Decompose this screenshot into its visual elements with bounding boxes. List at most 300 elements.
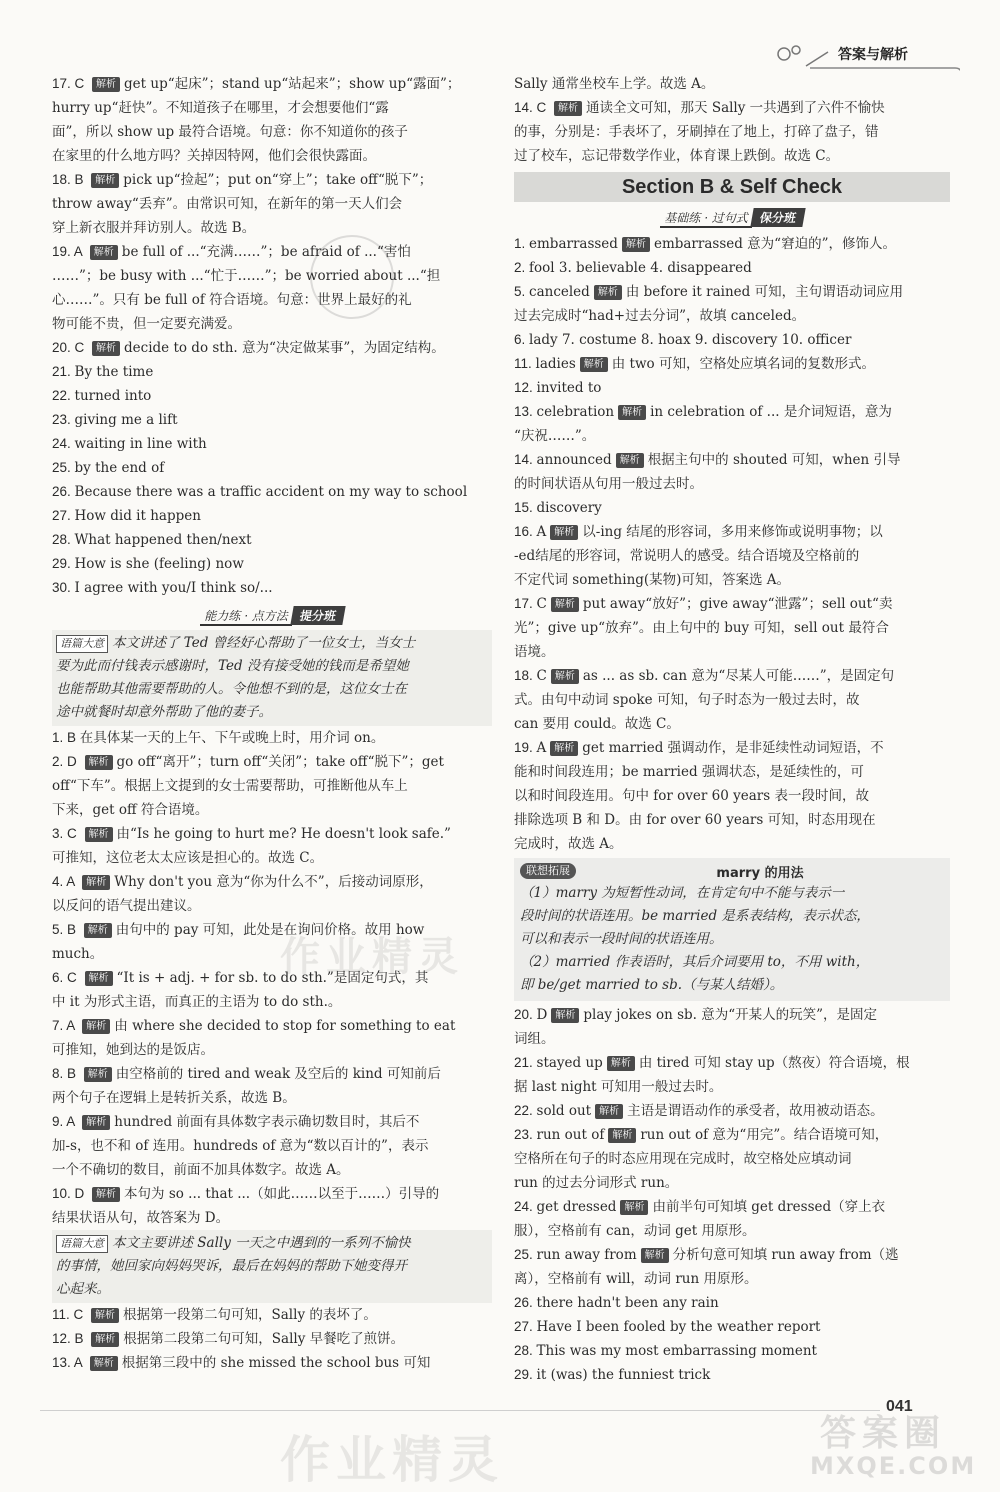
answer-text: Why don't you 意为“你为什么不”，后接动词原形，	[114, 874, 433, 890]
analysis-tag: 解析	[580, 357, 608, 372]
answer-line	[52, 822, 492, 846]
analysis-tag: 解析	[91, 1332, 119, 1347]
answer-line	[514, 1051, 950, 1075]
analysis-tag: 解析	[92, 77, 120, 92]
answer-value: This was my most embarrassing moment	[536, 1343, 817, 1359]
answer-line	[52, 1134, 492, 1158]
answer-line	[514, 304, 950, 328]
answer-line	[514, 144, 950, 168]
answer-text: Sally 通常坐校车上学。故选 A。	[514, 76, 715, 92]
watermark-center: 作业精灵	[280, 934, 464, 980]
answer-text: 以和时间段连用。句中 for over 60 years 表一段时间，故	[514, 788, 869, 804]
answer-text: 语境。	[514, 644, 555, 660]
answer-text: 一个不确切的数目，前面不加具体数字。故选 A。	[52, 1162, 350, 1178]
answer-line	[514, 1003, 950, 1027]
answer-line	[52, 1182, 492, 1206]
answer-number: 20.	[514, 1007, 537, 1022]
analysis-tag: 解析	[91, 173, 119, 188]
answer-text: 通读全文可知，那天 Sally 一共遇到了六件不愉快	[586, 100, 885, 116]
answer-block	[52, 1303, 492, 1375]
answer-value: stayed up	[536, 1055, 603, 1071]
answer-text: decide to do sth. 意为“决定做某事”，为固定结构。	[124, 340, 445, 356]
answer-value: D	[536, 1007, 548, 1023]
answer-number: 18. B	[52, 172, 88, 187]
answer-text: How is she (feeling) now	[74, 556, 244, 572]
answer-text: 词组。	[514, 1031, 555, 1047]
answer-line	[52, 288, 492, 312]
answer-line	[52, 1014, 492, 1038]
answer-line	[52, 870, 492, 894]
summary-text: 途中就餐时却意外帮助了他的妻子。	[56, 704, 272, 720]
analysis-tag: 解析	[622, 237, 650, 252]
summary-text: 也能帮助其他需要帮助的人。令他想不到的是，这位女士在	[56, 681, 407, 697]
answer-number: 27.	[514, 1319, 537, 1334]
answer-line	[52, 798, 492, 822]
answer-line	[514, 1171, 950, 1195]
answer-text: -ed结尾的形容词，常说明人的感受。结合语境及空格前的	[514, 548, 860, 564]
answer-line	[514, 832, 950, 856]
summary-line	[56, 1255, 488, 1278]
summary-line	[56, 1278, 488, 1301]
analysis-tag: 解析	[82, 1019, 110, 1034]
banner-right: 提分班	[290, 606, 345, 625]
answer-value: celebration	[536, 404, 615, 420]
answer-text: 本句为 so ... that ...（如此……以至于……）引导的	[124, 1186, 440, 1202]
answer-text: play jokes on sb. 意为“开某人的玩笑”，是固定	[583, 1007, 878, 1023]
section-title: Section B & Self Check	[514, 172, 950, 202]
answer-text: embarrassed 意为“窘迫的”，修饰人。	[653, 236, 896, 252]
answer-text: 根据主句中的 shouted 可知，when 引导	[647, 452, 901, 468]
answer-text: 穿上新衣服并拜访别人。故选 B。	[52, 220, 256, 236]
answer-text: 服），空格前有 can，动词 get 用原形。	[514, 1223, 756, 1239]
answer-text: put away“放好”；give away“泄露”；sell out“卖	[582, 596, 893, 612]
answer-number: 19.	[514, 740, 537, 755]
extension-box	[514, 858, 950, 1001]
analysis-tag: 解析	[85, 827, 113, 842]
answer-text: 由 before it rained 可知，主句谓语动词应用	[625, 284, 904, 300]
answer-text: 能和时间段连用；be married 强调状态，是延续性的，可	[514, 764, 864, 780]
answer-line	[514, 496, 950, 520]
summary-text: 的事情，她回家向妈妈哭诉，最后在妈妈的帮助下她变得开	[56, 1258, 407, 1274]
answer-line	[514, 664, 950, 688]
answer-number: 14.	[514, 452, 537, 467]
answer-line	[52, 480, 492, 504]
answer-line	[514, 592, 950, 616]
answer-line	[514, 1363, 950, 1387]
analysis-tag: 解析	[91, 1308, 119, 1323]
answer-number: 16.	[514, 524, 537, 539]
answer-line	[514, 1147, 950, 1171]
answer-line	[514, 640, 950, 664]
answer-text: hundred 前面有具体数字表示确切数目时，其后不	[114, 1114, 420, 1130]
answer-value: it (was) the funniest trick	[536, 1367, 711, 1383]
answer-text: By the time	[74, 364, 154, 380]
answer-line	[514, 256, 950, 280]
answer-line	[514, 760, 950, 784]
answer-text: hurry up“赶快”。不知道孩子在哪里，才会想要他们“露	[52, 100, 389, 116]
answer-line	[514, 736, 950, 760]
summary-box	[52, 630, 492, 726]
answer-line	[52, 504, 492, 528]
answer-text: throw away“丢弃”。由常识可知，在新年的第一天人们会	[52, 196, 403, 212]
answer-line	[52, 216, 492, 240]
analysis-tag: 解析	[550, 525, 578, 540]
answer-text: off“下车”。根据上文提到的女士需要帮助，可推断他从车上	[52, 778, 408, 794]
summary-label: 语篇大意	[56, 635, 108, 653]
extension-tag: 联想拓展	[520, 863, 576, 879]
answer-line	[52, 1110, 492, 1134]
extension-line: （2）married 作表语时，其后介词要用 to，不用 with，	[520, 954, 870, 970]
footer-rule	[40, 1410, 880, 1411]
answer-text: in celebration of ... 是介词短语，意为	[650, 404, 892, 420]
answer-line	[52, 942, 492, 966]
extension-line: （1）marry 为短暂性动词，在肯定句中不能与表示一	[520, 885, 845, 901]
answer-line	[514, 1291, 950, 1315]
answer-number: 5.	[514, 284, 530, 299]
analysis-tag: 解析	[92, 1187, 120, 1202]
answer-number: 10. D	[52, 1186, 89, 1201]
answer-number: 1.	[514, 236, 530, 251]
answer-text: 根据第二段第二句可知，Sally 早餐吃了煎饼。	[123, 1331, 405, 1347]
answer-number: 27.	[52, 508, 75, 523]
answer-value: A	[536, 524, 547, 540]
analysis-tag: 解析	[551, 1008, 579, 1023]
page-number: 041	[886, 1398, 913, 1415]
answer-line	[52, 576, 492, 600]
extension-title: marry 的用法	[716, 865, 804, 881]
summary-text: 本文主要讲述 Sally 一天之中遇到的一系列不愉快	[112, 1235, 411, 1251]
answer-text: “庆祝……”。	[514, 428, 596, 444]
answer-number: 21.	[52, 364, 75, 379]
right-column	[514, 72, 950, 1387]
summary-text	[56, 1232, 488, 1301]
answer-text: much。	[52, 946, 104, 962]
answer-block	[52, 726, 492, 1230]
answer-line	[514, 376, 950, 400]
answer-text: 根据第一段第二句可知，Sally 的表坏了。	[123, 1307, 377, 1323]
watermark-bottom: 作业精灵	[280, 1431, 504, 1489]
answer-line	[514, 1243, 950, 1267]
answer-block	[514, 72, 950, 168]
answer-number: 6. C	[52, 970, 81, 985]
answer-line	[514, 472, 950, 496]
answer-line	[52, 456, 492, 480]
answer-text: 主语是谓语动作的承受者，故用被动语态。	[627, 1103, 884, 1119]
answer-line	[52, 774, 492, 798]
analysis-tag: 解析	[82, 875, 110, 890]
answer-text: waiting in line with	[74, 436, 207, 452]
answer-line	[52, 990, 492, 1014]
answer-line	[514, 120, 950, 144]
answer-line	[52, 408, 492, 432]
answer-line	[52, 552, 492, 576]
answer-number: 11. C	[52, 1307, 88, 1322]
answer-text: What happened then/next	[74, 532, 252, 548]
answer-text: 由前半句可知填 get dressed（穿上衣	[652, 1199, 886, 1215]
answer-text: “It is + adj. + for sb. to do sth.”是固定句式，其	[116, 970, 429, 986]
answer-line	[52, 144, 492, 168]
answer-line	[52, 312, 492, 336]
answer-value: run out of	[536, 1127, 605, 1143]
answer-line	[514, 520, 950, 544]
answer-text: Because there was a traffic accident on my way to school	[74, 484, 468, 500]
analysis-tag: 解析	[620, 1200, 648, 1215]
answer-text: get up“起床”；stand up“站起来”；show up“露面”；	[124, 76, 461, 92]
answer-line	[514, 544, 950, 568]
answer-value: run away from	[536, 1247, 637, 1263]
analysis-tag: 解析	[90, 1356, 118, 1371]
answer-number: 7. A	[52, 1018, 79, 1033]
answer-number: 29.	[514, 1367, 537, 1382]
answer-value: C	[536, 668, 547, 684]
answer-value: invited to	[536, 380, 602, 396]
answer-number: 28.	[514, 1343, 537, 1358]
summary-text: 心起来。	[56, 1281, 110, 1297]
banner-left: 基础练 · 过句式	[660, 209, 751, 228]
answer-number: 24.	[52, 436, 75, 451]
banner-left: 能力练 · 点方法	[200, 607, 291, 626]
answer-number: 17.	[514, 596, 537, 611]
answer-line	[52, 1062, 492, 1086]
summary-text: 本文讲述了 Ted 曾经好心帮助了一位女士，当女士	[112, 635, 416, 651]
answer-number: 13. A	[52, 1355, 86, 1370]
answer-line	[514, 1027, 950, 1051]
answer-number: 23.	[52, 412, 75, 427]
answer-line	[514, 280, 950, 304]
answer-line	[514, 1123, 950, 1147]
answer-number: 22.	[52, 388, 75, 403]
analysis-tag: 解析	[594, 285, 622, 300]
summary-line	[56, 632, 488, 655]
answer-number: 23.	[514, 1127, 537, 1142]
answer-number: 20. C	[52, 340, 89, 355]
answer-line	[52, 918, 492, 942]
answer-text: 下来，get off 符合语境。	[52, 802, 209, 818]
answer-line	[52, 894, 492, 918]
answer-text: 据 last night 可知用一般过去时。	[514, 1079, 723, 1095]
extension-line: 段时间的状语连用。be married 是系表结构，表示状态，	[520, 908, 870, 924]
answer-line	[52, 1038, 492, 1062]
analysis-tag: 解析	[84, 1067, 112, 1082]
analysis-tag: 解析	[551, 669, 579, 684]
answer-line	[514, 1219, 950, 1243]
answer-text: 加-s，也不和 of 连用。hundreds of 意为“数以百计的”，表示	[52, 1138, 429, 1154]
answer-line	[52, 192, 492, 216]
answer-value: fool 3. believable 4. disappeared	[529, 260, 752, 276]
answer-line	[52, 846, 492, 870]
answer-line	[514, 1315, 950, 1339]
answer-text: 空格所在句子的时态应用现在完成时，故空格处应填动词	[514, 1151, 852, 1167]
answer-line	[514, 328, 950, 352]
answer-line	[514, 232, 950, 256]
answer-line	[52, 1327, 492, 1351]
header-title: 答案与解析	[838, 47, 908, 63]
answer-number: 6.	[514, 332, 530, 347]
answer-line	[514, 1195, 950, 1219]
answer-number: 18.	[514, 668, 537, 683]
answer-line	[514, 784, 950, 808]
analysis-tag: 解析	[618, 405, 646, 420]
answer-text: pick up“捡起”；put on“穿上”；take off“脱下”；	[123, 172, 433, 188]
answer-line	[52, 726, 492, 750]
answer-line	[52, 1086, 492, 1110]
answer-number: 28.	[52, 532, 75, 547]
answer-number: 29.	[52, 556, 75, 571]
answer-text: 离），空格前有 will，动词 run 用原形。	[514, 1271, 758, 1287]
analysis-tag: 解析	[607, 1056, 635, 1071]
summary-line	[56, 1232, 488, 1255]
answer-value: there hadn't been any rain	[536, 1295, 719, 1311]
answer-line	[514, 1339, 950, 1363]
answer-text: 可推知，这位老太太应该是担心的。故选 C。	[52, 850, 324, 866]
answer-text: I agree with you/I think so/...	[74, 580, 273, 596]
answer-line	[52, 528, 492, 552]
answer-text: 以反问的语气提出建议。	[52, 898, 201, 914]
extension-header	[520, 860, 944, 882]
answer-text: 面”，所以 show up 最符合语境。句意：你不知道你的孩子	[52, 124, 408, 140]
section-banner	[52, 606, 492, 626]
answer-text: 由 tired 可知 stay up（熬夜）符合语境，根	[638, 1055, 910, 1071]
summary-label: 语篇大意	[56, 1235, 108, 1253]
analysis-tag: 解析	[84, 923, 112, 938]
watermark-url: MXQE.COM	[810, 1452, 977, 1480]
answer-line	[52, 240, 492, 264]
answer-text: 由句中的 pay 可知，此处是在询问价格。故用 how	[115, 922, 425, 938]
answer-text: be full of ...“充满……”；be afraid of ...“害怕	[121, 244, 411, 260]
answer-text: ……”；be busy with ...“忙于……”；be worried about ...“担	[52, 268, 441, 284]
answer-line	[52, 1351, 492, 1375]
answer-value: announced	[536, 452, 612, 468]
answer-number: 2.	[514, 260, 530, 275]
answer-number: 8. B	[52, 1066, 80, 1081]
answer-number: 11.	[514, 356, 536, 371]
answer-number: 9. A	[52, 1114, 79, 1129]
answer-number: 3. C	[52, 826, 81, 841]
answer-value: C	[536, 596, 547, 612]
answer-text: 由 two 可知，空格处应填名词的复数形式。	[611, 356, 875, 372]
analysis-tag: 解析	[608, 1128, 636, 1143]
extension-text	[520, 882, 944, 997]
answer-number: 19. A	[52, 244, 86, 259]
answer-text: 结果状语从句，故答案为 D。	[52, 1210, 230, 1226]
answer-block	[514, 1003, 950, 1387]
answer-text: as ... as sb. can 意为“尽某人可能……”，是固定句	[582, 668, 895, 684]
answer-text: 心……”。只有 be full of 符合语境。句意：世界上最好的礼	[52, 292, 412, 308]
answer-line	[514, 424, 950, 448]
answer-line	[514, 808, 950, 832]
answer-number: 17. C	[52, 76, 89, 91]
answer-text: 由“Is he going to hurt me? He doesn't look safe.”	[116, 826, 451, 842]
answer-line	[52, 360, 492, 384]
answer-line	[52, 336, 492, 360]
analysis-tag: 解析	[550, 741, 578, 756]
answer-text: get married 强调动作，是非延续性动词短语，不	[582, 740, 884, 756]
answer-line	[514, 688, 950, 712]
answer-line	[514, 712, 950, 736]
answer-number: 2. D	[52, 754, 81, 769]
answer-text: 在家里的什么地方吗？关掉因特网，他们会很快露面。	[52, 148, 376, 164]
summary-box	[52, 1230, 492, 1303]
analysis-tag: 解析	[641, 1248, 669, 1263]
answer-value: embarrassed	[529, 236, 618, 252]
answer-line	[514, 1099, 950, 1123]
summary-line	[56, 701, 488, 724]
extension-line: 可以和表示一段时间的状语连用。	[520, 931, 723, 947]
answer-line	[52, 966, 492, 990]
answer-number: 26.	[514, 1295, 537, 1310]
answer-text: How did it happen	[74, 508, 201, 524]
left-column	[52, 72, 492, 1375]
answer-number: 24.	[514, 1199, 537, 1214]
answer-line	[514, 448, 950, 472]
answer-text: 在具体某一天的上午、下午或晚上时，用介词 on。	[79, 730, 385, 746]
answer-text: 的事，分别是：手表坏了，牙刷掉在了地上，打碎了盘子，错	[514, 124, 879, 140]
summary-text: 要为此而付钱表示感谢时，Ted 没有接受她的钱而是希望她	[56, 658, 409, 674]
answer-line	[52, 264, 492, 288]
answer-number: 5. B	[52, 922, 80, 937]
answer-text: 不定代词 something(某物)可知，答案选 A。	[514, 572, 790, 588]
answer-line	[52, 96, 492, 120]
answer-line	[52, 750, 492, 774]
answer-value: ladies	[535, 356, 576, 372]
analysis-tag: 解析	[92, 341, 120, 356]
answer-text: can 要用 could。故选 C。	[514, 716, 680, 732]
analysis-tag: 解析	[616, 453, 644, 468]
answer-text: run 的过去分词形式 run。	[514, 1175, 679, 1191]
analysis-tag: 解析	[90, 245, 118, 260]
answer-text: 过去完成时“had+过去分词”，故填 canceled。	[514, 308, 806, 324]
answer-line	[514, 72, 950, 96]
answer-line	[52, 384, 492, 408]
analysis-tag: 解析	[551, 597, 579, 612]
watermark-logo: 答案圈	[820, 1413, 947, 1454]
answer-text: 分析句意可知填 run away from（逃	[672, 1247, 899, 1263]
answer-text: 根据第三段中的 she missed the school bus 可知	[121, 1355, 431, 1371]
answer-number: 21.	[514, 1055, 537, 1070]
extension-line: 即 be/get married to sb.（与某人结婚）。	[520, 977, 784, 993]
answer-number: 25.	[514, 1247, 537, 1262]
analysis-tag: 解析	[85, 971, 113, 986]
answer-value: discovery	[536, 500, 602, 516]
answer-text: 两个句子在逻辑上是转折关系，故选 B。	[52, 1090, 296, 1106]
answer-text: by the end of	[74, 460, 165, 476]
answer-text: giving me a lift	[74, 412, 178, 428]
answer-text: 中 it 为形式主语，而真正的主语为 to do sth.。	[52, 994, 342, 1010]
answer-number: 22.	[514, 1103, 537, 1118]
answer-value: lady 7. costume 8. hoax 9. discovery 10. officer	[529, 332, 852, 348]
answer-line	[52, 120, 492, 144]
answer-text: 以-ing 结尾的形容词，多用来修饰或说明事物；以	[582, 524, 883, 540]
answer-line	[52, 1206, 492, 1230]
analysis-tag: 解析	[85, 755, 113, 770]
answer-line	[52, 72, 492, 96]
answer-value: sold out	[536, 1103, 592, 1119]
answer-text: 排除选项 B 和 D。由 for over 60 years 可知，时态用现在	[514, 812, 876, 828]
answer-text: 由 where she decided to stop for something to eat	[114, 1018, 456, 1034]
answer-text: 过了校车，忘记带数学作业，体育课上跌倒。故选 C。	[514, 148, 840, 164]
answer-text: turned into	[74, 388, 152, 404]
answer-number: 12. B	[52, 1331, 88, 1346]
answer-number: 14. C	[514, 100, 551, 115]
summary-line	[56, 678, 488, 701]
answer-number: 13.	[514, 404, 537, 419]
answer-value: A	[536, 740, 547, 756]
answer-number: 4. A	[52, 874, 79, 889]
answer-text: 光”；give up“放弃”。由上句中的 buy 可知，sell out 最符合	[514, 620, 889, 636]
answer-text: 式。由句中动词 spoke 可知，句子时态为一般过去时，故	[514, 692, 860, 708]
answer-block	[52, 72, 492, 600]
answer-text: 可推知，她到达的是饭店。	[52, 1042, 214, 1058]
